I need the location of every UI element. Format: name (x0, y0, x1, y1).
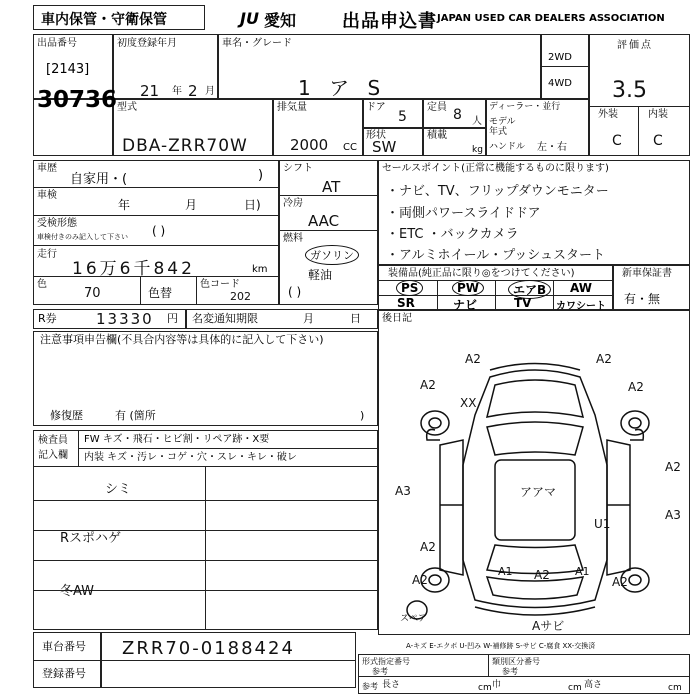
score-value: 3.5 (612, 78, 647, 103)
fuel-paren: ( ) (288, 285, 302, 299)
mileage-unit: km (252, 264, 268, 275)
logo-text: 愛知 (264, 11, 297, 30)
sales-point-3: ・ETC ・バックカメラ (386, 227, 519, 242)
name-change-label: 名変通知期限 (192, 312, 258, 325)
equip-ps: PS (396, 280, 423, 296)
history-value: 自家用・( (70, 172, 128, 187)
dims-width: 巾 (492, 680, 502, 690)
equip-airbag: エアB (508, 280, 551, 299)
dims-ref: 参考 (362, 682, 378, 691)
interior-grade: C (653, 133, 663, 149)
score-label: 評価点 (617, 40, 653, 51)
chassis-label: 車台番号 (42, 640, 86, 653)
class-number-ref: 参考 (502, 667, 518, 676)
inspector-note-2: Rスポハゲ (60, 531, 122, 546)
shape-label: 形状 (366, 130, 386, 141)
capacity-unit: 人 (472, 116, 482, 127)
inspection-label: 車検 (37, 190, 57, 201)
damage-mark-12: A2 (412, 573, 428, 587)
registration-label: 初度登録年月 (117, 38, 177, 49)
type-number-label: 形式指定番号 (362, 657, 410, 666)
displacement-unit: CC (343, 142, 357, 153)
fuel-label: 燃料 (283, 233, 303, 244)
load-label: 積載 (427, 130, 447, 141)
notes-label: 注意事項申告欄(不具合内容等は具体的に記入して下さい) (40, 333, 324, 346)
doors-value: 5 (398, 109, 407, 125)
history-close: ) (258, 168, 264, 183)
car-name-label: 車名・グレード (222, 38, 292, 49)
inspector-row-2: 内装 キズ・汚レ・コゲ・穴・スレ・キレ・破レ (84, 452, 297, 463)
dealer-label: ディーラー・並行 (489, 102, 561, 112)
car-name-value: 1 ア S (298, 76, 387, 100)
exterior-label: 外装 (598, 109, 618, 120)
equipment-label: 装備品(純正品に限り◎をつけてください) (388, 268, 575, 279)
registration-number-label: 登録番号 (42, 667, 86, 680)
damage-legend: A-キズ E-エクボ U-凹み W-補修跡 S-サビ C-腐食 XX-交換済 (406, 642, 596, 650)
exterior-grade: C (612, 133, 622, 149)
damage-mark-1: A2 (465, 352, 481, 366)
damage-mark-15: A1 (498, 565, 513, 578)
equip-leather: カワシート (556, 301, 606, 312)
drive-2wd: 2WD (548, 52, 572, 63)
inspection-year: 年 (118, 198, 131, 212)
dims-width-unit: cm (568, 683, 582, 693)
ju-logo: JU (240, 9, 259, 28)
inspector-note-1: シミ (105, 482, 132, 497)
inspector-label-2: 記入欄 (38, 450, 68, 461)
dims-length-unit: cm (478, 683, 492, 693)
color-code-value: 202 (230, 290, 251, 303)
damage-mark-7: A2 (665, 460, 681, 474)
repair-history-value: 有 (箇所 (115, 409, 156, 422)
dims-height-unit: cm (668, 683, 682, 693)
damage-mark-9: アアマ (520, 485, 557, 499)
damage-mark-11: A2 (534, 568, 550, 582)
transfer-sub: 車検付きのみ記入して下さい (37, 233, 128, 241)
lot-number: 30736 (37, 87, 118, 113)
equip-navi: ナビ (453, 298, 478, 312)
inspector-label-1: 検査員 (38, 435, 68, 446)
equip-tv: TV (514, 296, 532, 310)
registration-month: 2 (188, 82, 198, 100)
fuel-gasoline: ガソリン (305, 245, 359, 265)
sales-point-4: ・アルミホイール・プッシュスタート (386, 248, 606, 263)
damage-mark-6: A3 (395, 484, 411, 498)
ac-label: 冷房 (283, 198, 303, 209)
recycle-label: R券 (38, 312, 57, 325)
fuel-diesel: 軽油 (308, 268, 333, 282)
repair-history-label: 修復歴 (50, 409, 83, 422)
damage-mark-14: A2 (420, 540, 436, 554)
sales-point-2: ・両側パワースライドドア (386, 206, 541, 221)
registration-month-unit: 月 (205, 86, 215, 97)
mileage-value: 16万6千842 (72, 259, 195, 279)
sales-point-1: ・ナビ、TV、フリップダウンモニター (386, 184, 609, 199)
sales-points-label: セールスポイント(正常に機能するものに限ります) (382, 163, 609, 174)
inspection-day: 日) (244, 198, 261, 212)
capacity-label: 定員 (427, 102, 447, 113)
color-label: 色 (37, 279, 47, 290)
equip-pw: PW (452, 280, 484, 296)
dims-height: 高さ (584, 680, 603, 690)
damage-mark-3: A2 (420, 378, 436, 392)
shift-value: AT (322, 178, 341, 196)
drive-4wd: 4WD (548, 78, 572, 89)
displacement-value: 2000 (290, 136, 329, 154)
name-change-day: 日 (350, 312, 361, 325)
handle-options: 左・右 (537, 142, 567, 153)
history-label: 車歴 (37, 163, 57, 174)
year-label: 年式 (489, 127, 508, 137)
transfer-label: 受検形態 (37, 218, 77, 229)
ac-value: AAC (308, 212, 340, 230)
lot-label: 出品番号 (37, 38, 77, 49)
handle-label: ハンドル (489, 142, 526, 152)
model-label: 型式 (117, 102, 137, 113)
association-name: JAPAN USED CAR DEALERS ASSOCIATION (437, 13, 665, 24)
registration-year: 21 (140, 82, 160, 100)
damage-mark-5: A2 (628, 380, 644, 394)
color-change-label: 色替 (148, 286, 173, 300)
transfer-paren: ( ) (152, 224, 166, 238)
damage-mark-13: A2 (612, 575, 628, 589)
inspector-note-3: 冬AW (60, 584, 95, 599)
doors-label: ドア (366, 102, 386, 113)
capacity-value: 8 (453, 107, 462, 123)
dims-length: 長さ (382, 680, 401, 690)
warranty-options: 有・無 (624, 292, 661, 306)
mileage-label: 走行 (37, 249, 57, 260)
warranty-label: 新車保証書 (622, 268, 672, 279)
interior-label: 内装 (648, 109, 668, 120)
damage-mark-2: A2 (596, 352, 612, 366)
equip-aw: AW (570, 281, 592, 295)
type-number-ref: 参考 (372, 667, 388, 676)
registration-year-unit: 年 (172, 86, 182, 97)
name-change-month: 月 (303, 312, 314, 325)
model-year-label: モデル (489, 117, 516, 127)
chassis-value: ZRR70-0188424 (122, 638, 295, 659)
class-number-label: 類別区分番号 (492, 657, 540, 666)
color-value: 70 (84, 286, 101, 301)
recycle-value: 13330 (96, 310, 154, 328)
damage-mark-4: XX (460, 396, 477, 410)
damage-mark-17: Aサビ (532, 619, 565, 633)
equip-sr: SR (397, 296, 415, 310)
recycle-unit: 円 (167, 312, 178, 325)
model-value: DBA-ZRR70W (122, 136, 248, 156)
damage-mark-16: A1 (575, 565, 590, 578)
rear-section-label: 後日記 (382, 313, 412, 324)
damage-mark-10: U1 (594, 517, 611, 531)
shape-value: SW (372, 138, 397, 156)
storage-note: 車内保管・守衛保管 (41, 12, 167, 28)
shift-label: シフト (283, 163, 313, 174)
damage-mark-8: A3 (665, 508, 681, 522)
inspection-month: 月 (185, 198, 198, 212)
form-title: 出品申込書 (342, 11, 437, 32)
repair-history-close: ) (360, 409, 365, 422)
lot-bracket-number: [2143] (46, 62, 90, 77)
color-code-label: 色コード (200, 279, 240, 290)
displacement-label: 排気量 (277, 102, 307, 113)
load-unit: kg (472, 145, 483, 155)
inspector-row-1: FW キズ・飛石・ヒビ割・リペア跡・X要 (84, 434, 270, 445)
spare-label: スペア (400, 614, 428, 624)
